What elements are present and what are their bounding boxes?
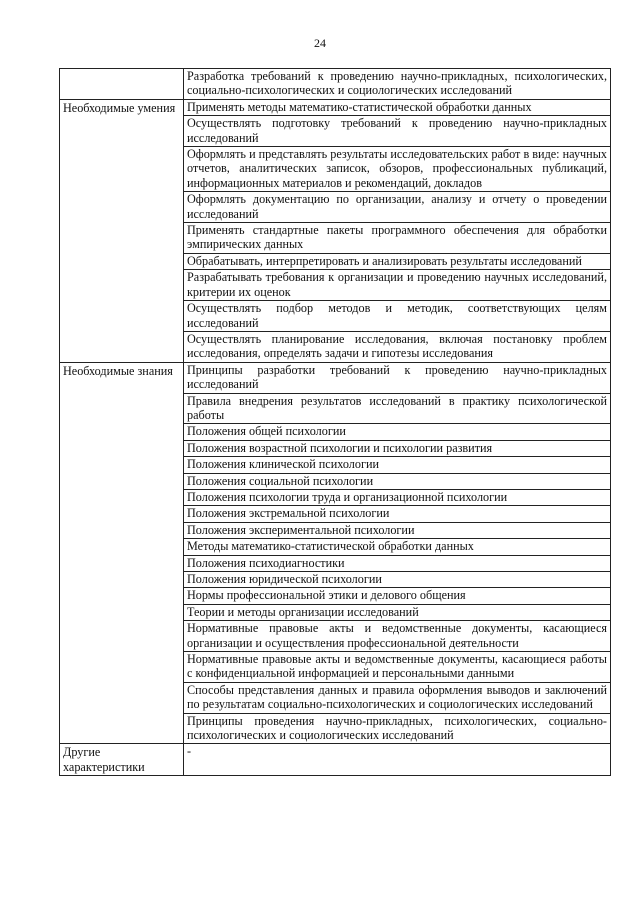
requirement-item: Разработка требований к проведению научно-прикладных, психологических, социально-психологических и социологических исследований (184, 69, 611, 100)
requirement-item: Оформлять документацию по организации, анализу и отчету о проведении исследований (184, 192, 611, 223)
page-number: 24 (314, 36, 326, 50)
row-category-label: Необходимые умения (60, 99, 184, 362)
requirement-item: Применять стандартные пакеты программного обеспечения для обработки эмпирических данных (184, 223, 611, 254)
requirement-item: Осуществлять подбор методов и методик, соответствующих целям исследований (184, 301, 611, 332)
table-row (60, 69, 611, 100)
requirement-item: Разрабатывать требования к организации и проведению научных исследований, критерии их оценок (184, 270, 611, 301)
row-category-label (60, 69, 184, 100)
requirements-table (59, 68, 611, 776)
requirement-item: Нормативные правовые акты и ведомственные документы, касающиеся работы с конфиденциальной информацией и персональными данными (184, 652, 611, 683)
requirement-item: - (184, 744, 611, 776)
requirement-item: Положения экстремальной психологии (184, 506, 611, 522)
requirement-item: Нормативные правовые акты и ведомственные документы, касающиеся организации и осуществления профессиональной деятельности (184, 621, 611, 652)
requirement-item: Положения экспериментальной психологии (184, 522, 611, 538)
requirement-item: Нормы профессиональной этики и делового общения (184, 588, 611, 604)
requirement-item: Принципы разработки требований к проведению научно-прикладных исследований (184, 362, 611, 393)
requirement-item: Положения социальной психологии (184, 473, 611, 489)
table-row (60, 744, 611, 776)
requirement-item: Применять методы математико-статистической обработки данных (184, 99, 611, 115)
requirement-item: Правила внедрения результатов исследований в практику психологической работы (184, 393, 611, 424)
table-row (60, 99, 611, 115)
row-category-label: Необходимые знания (60, 362, 184, 744)
requirement-item: Положения возрастной психологии и психологии развития (184, 440, 611, 456)
row-category-label: Другие характеристики (60, 744, 184, 776)
requirement-item: Методы математико-статистической обработки данных (184, 539, 611, 555)
requirement-item: Положения психодиагностики (184, 555, 611, 571)
requirement-item: Теории и методы организации исследований (184, 604, 611, 620)
table-row (60, 362, 611, 393)
requirement-item: Положения психологии труда и организационной психологии (184, 489, 611, 505)
requirement-item: Положения общей психологии (184, 424, 611, 440)
requirement-item: Обрабатывать, интерпретировать и анализировать результаты исследований (184, 253, 611, 269)
requirement-item: Оформлять и представлять результаты исследовательских работ в виде: научных отчетов, аналитических записок, обзоров, профессиональных публикаций, информационных материалов и рекомендаций, докладов (184, 147, 611, 192)
requirement-item: Положения клинической психологии (184, 457, 611, 473)
requirement-item: Способы представления данных и правила оформления выводов и заключений по результатам социально-психологических и социологических исследований (184, 682, 611, 713)
requirement-item: Принципы проведения научно-прикладных, психологических, социально-психологических и социологических исследований (184, 713, 611, 744)
requirement-item: Положения юридической психологии (184, 572, 611, 588)
requirement-item: Осуществлять подготовку требований к проведению научно-прикладных исследований (184, 116, 611, 147)
requirement-item: Осуществлять планирование исследования, включая постановку проблем исследования, определять задачи и гипотезы исследования (184, 331, 611, 362)
